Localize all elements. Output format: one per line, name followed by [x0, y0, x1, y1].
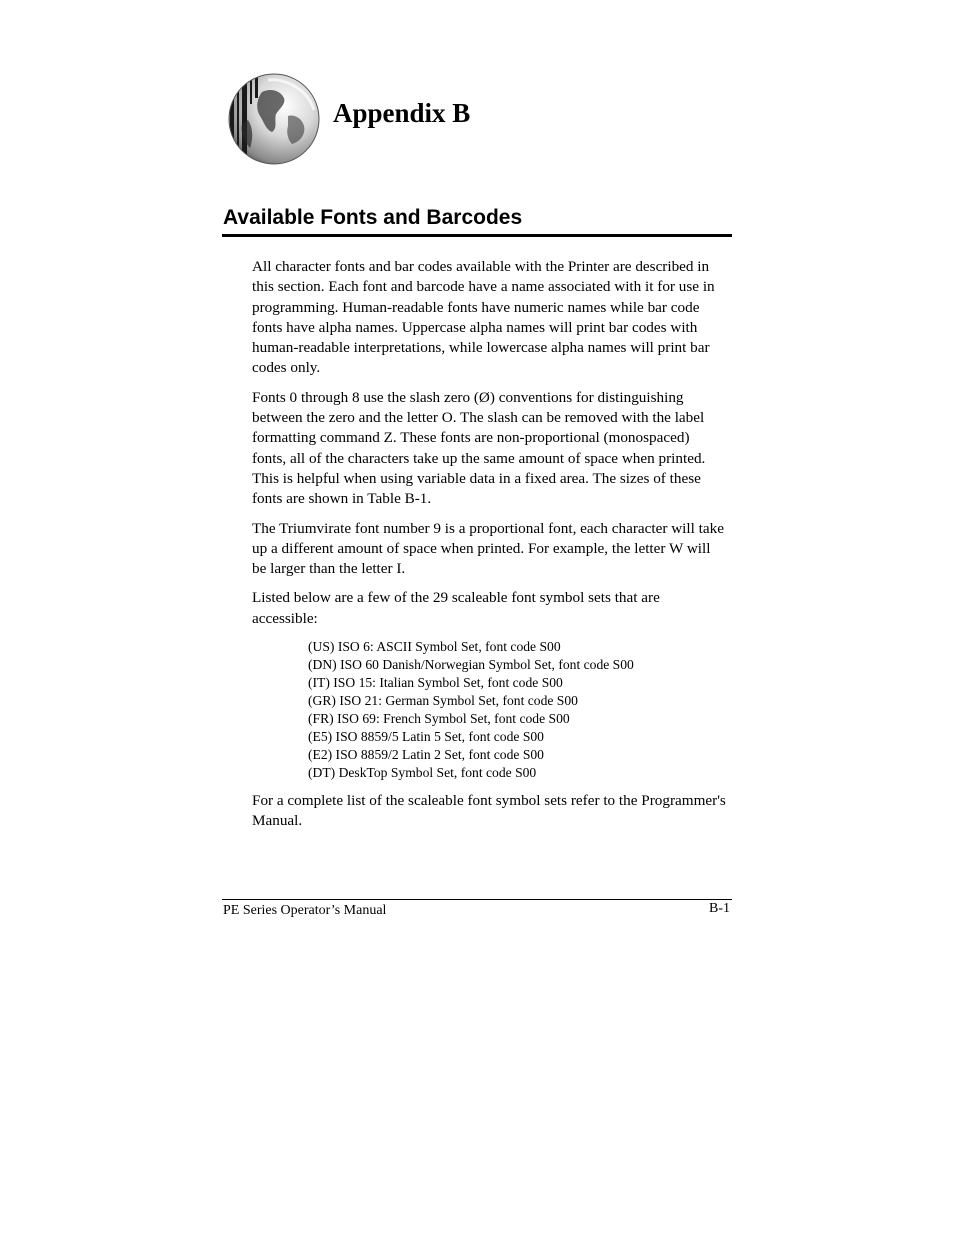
footer-rule: [222, 899, 732, 900]
globe-icon: [226, 70, 322, 166]
appendix-title: Appendix B: [333, 98, 471, 128]
paragraph-closing: For a complete list of the scaleable font symbol sets refer to the Programmer's Manual.: [252, 792, 726, 830]
list-item: (E5) ISO 8859/5 Latin 5 Set, font code S00: [308, 729, 544, 745]
body-content: [252, 257, 727, 841]
list-item: (FR) ISO 69: French Symbol Set, font code S00: [308, 711, 570, 727]
section-heading: Available Fonts and Barcodes: [223, 206, 523, 229]
paragraph-symbol-sets-intro: Listed below are a few of the 29 scaleable font symbol sets that are accessible:: [252, 589, 660, 627]
paragraph-triumvirate: The Triumvirate font number 9 is a proportional font, each character will take up a different amount of space when printed. For example, the letter W will be larger than the letter I.: [252, 519, 724, 578]
list-item: (IT) ISO 15: Italian Symbol Set, font code S00: [308, 675, 563, 691]
paragraph-intro: All character fonts and bar codes available with the Printer are described in this section. Each font and barcode have a name associated with it for use in programming. Human-readable fonts have numeric names while bar code fonts have alpha names. Uppercase alpha names will print bar codes with human-readable interpretations, while lowercase alpha names will print bar codes only.: [252, 258, 715, 377]
list-item: (US) ISO 6: ASCII Symbol Set, font code S00: [308, 639, 561, 655]
footer-page-number: B-1: [709, 901, 730, 916]
symbol-set-list: [308, 638, 727, 782]
list-item: (GR) ISO 21: German Symbol Set, font code S00: [308, 693, 578, 709]
list-item: (E2) ISO 8859/2 Latin 2 Set, font code S00: [308, 747, 544, 763]
heading-rule: [222, 234, 732, 237]
list-item: (DN) ISO 60 Danish/Norwegian Symbol Set, font code S00: [308, 657, 634, 673]
paragraph-slash-zero: Fonts 0 through 8 use the slash zero (Ø) conventions for distinguishing between the zero and the letter O. The slash can be removed with the label formatting command Z. These fonts are non-proportional (monospaced) fonts, all of the characters take up the same amount of space when printed. This is helpful when using variable data in a fixed area. The sizes of these fonts are shown in Table B-1.: [252, 388, 706, 508]
list-item: (DT) DeskTop Symbol Set, font code S00: [308, 765, 537, 781]
footer-manual-title: PE Series Operator’s Manual: [223, 903, 387, 918]
